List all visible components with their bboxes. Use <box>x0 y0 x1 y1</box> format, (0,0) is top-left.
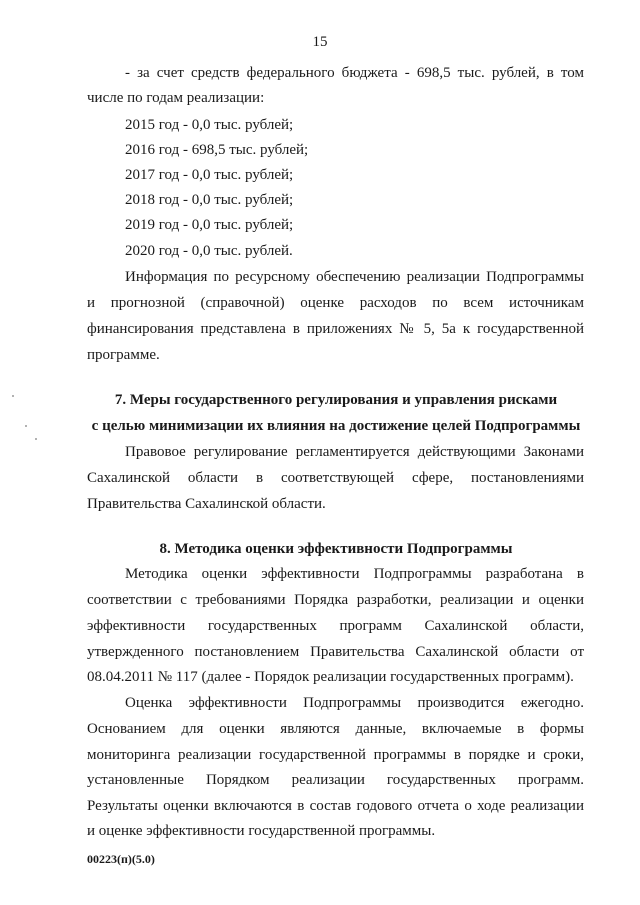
section-8-p1-line-3: эффективности государственных программ Сахалинской области, <box>87 618 584 634</box>
scan-speck <box>25 425 27 427</box>
section-7-heading-line-1: 7. Меры государственного регулирования и управления рисками <box>114 392 558 408</box>
funding-year-2018: 2018 год - 0,0 тыс. рублей; <box>125 192 294 208</box>
document-footer-code: 00223(п)(5.0) <box>87 852 155 866</box>
funding-year-2017: 2017 год - 0,0 тыс. рублей; <box>125 167 294 183</box>
section-8-p2-line-3: мониторинга реализации государственной программы в порядке и сроки, <box>87 747 584 763</box>
funding-year-2015: 2015 год - 0,0 тыс. рублей; <box>125 117 294 133</box>
funding-line-1: - за счет средств федерального бюджета - 698,5 тыс. рублей, в том <box>125 65 584 81</box>
section-7-line-2: Сахалинской области в соответствующей сфере, постановлениями <box>87 470 584 486</box>
section-8-p1-line-1: Методика оценки эффективности Подпрограммы разработана в <box>125 566 584 582</box>
section-7-line-3: Правительства Сахалинской области. <box>87 496 326 512</box>
section-8-p1-line-2: соответствии с требованиями Порядка разработки, реализации и оценки <box>87 592 584 608</box>
section-8-p2-line-1: Оценка эффективности Подпрограммы производится ежегодно. <box>125 695 584 711</box>
info-line-1: Информация по ресурсному обеспечению реализации Подпрограммы <box>125 269 584 285</box>
funding-line-2: числе по годам реализации: <box>87 90 265 106</box>
info-line-3: финансирования представлена в приложениях № 5, 5а к государственной <box>87 321 584 337</box>
funding-year-2020: 2020 год - 0,0 тыс. рублей. <box>125 243 293 259</box>
section-8-p2-line-2: Основанием для оценки являются данные, включаемые в формы <box>87 721 584 737</box>
info-line-2: и прогнозной (справочной) оценке расходов по всем источникам <box>87 295 584 311</box>
section-8-p2-line-6: и оценке эффективности государственной программы. <box>87 823 436 839</box>
section-8-p1-line-5: 08.04.2011 № 117 (далее - Порядок реализации государственных программ). <box>87 669 574 685</box>
section-8-p2-line-4: установленные Порядком реализации государственных программ. <box>87 772 584 788</box>
scan-speck <box>35 438 37 440</box>
funding-year-2016: 2016 год - 698,5 тыс. рублей; <box>125 142 309 158</box>
info-line-4: программе. <box>87 347 160 363</box>
section-7-heading-line-2: с целью минимизации их влияния на достижение целей Подпрограммы <box>91 418 581 434</box>
section-8-heading: 8. Методика оценки эффективности Подпрограммы <box>159 541 513 557</box>
scan-speck <box>12 395 14 397</box>
section-8-p2-line-5: Результаты оценки включаются в состав годового отчета о ходе реализации <box>87 798 584 814</box>
funding-year-2019: 2019 год - 0,0 тыс. рублей; <box>125 217 294 233</box>
page-number: 15 <box>312 34 328 50</box>
section-8-p1-line-4: утвержденного постановлением Правительства Сахалинской области от <box>87 644 584 660</box>
section-7-line-1: Правовое регулирование регламентируется действующими Законами <box>125 444 584 460</box>
